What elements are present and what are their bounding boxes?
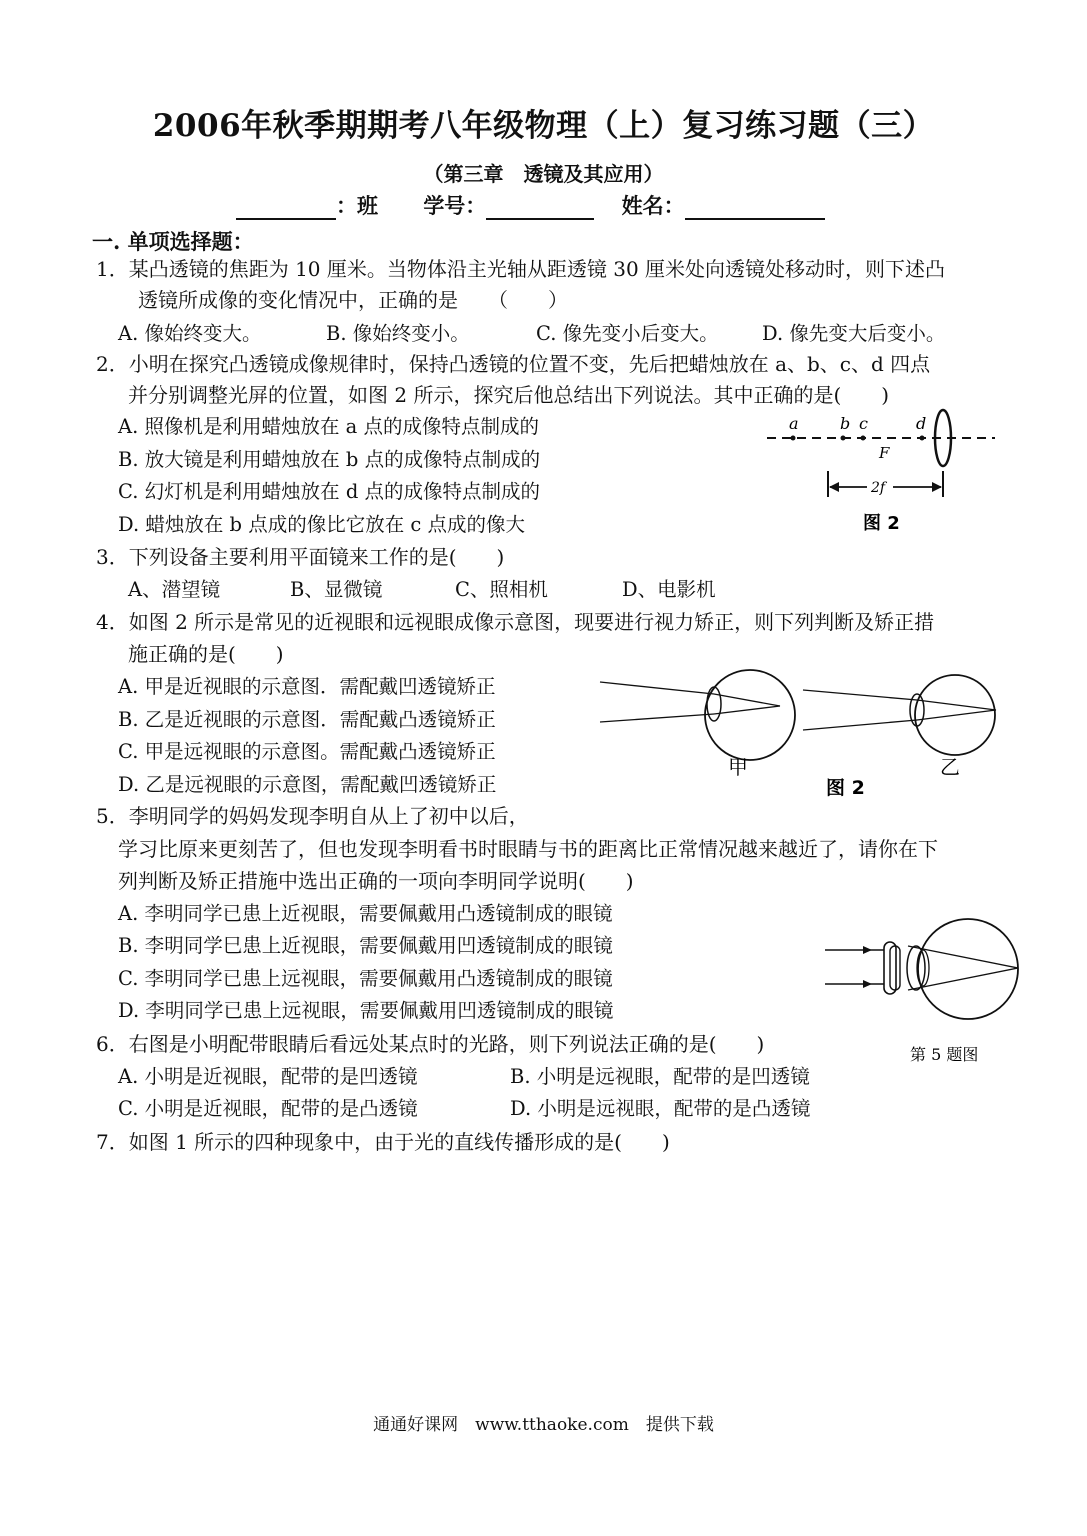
label-a: a xyxy=(789,414,799,433)
name-label: 姓名： xyxy=(621,193,685,218)
q3-option-c[interactable]: C、照相机 xyxy=(455,578,548,601)
label-jia: 甲 xyxy=(728,755,748,779)
eye-jia xyxy=(705,670,795,760)
class-blank[interactable] xyxy=(236,198,336,220)
q2-line1: 2．小明在探究凸透镜成像规律时，保持凸透镜的位置不变，先后把蜡烛放在 a、b、c、d 四点 xyxy=(96,352,931,376)
number-label: 学号： xyxy=(423,193,487,218)
section-title: 一. 单项选择题： xyxy=(92,229,254,254)
q4-option-d[interactable]: D. 乙是远视眼的示意图，需配戴凹透镜矫正 xyxy=(118,773,497,796)
q6-option-a[interactable]: A. 小明是近视眼，配带的是凹透镜 xyxy=(118,1065,418,1088)
q1-option-a[interactable]: A. 像始终变大。 xyxy=(118,322,262,345)
q3-line1: 3．下列设备主要利用平面镜来工作的是( ) xyxy=(96,545,505,569)
focus-label: F xyxy=(879,444,890,462)
q5-option-b[interactable]: B. 李明同学巳患上近视眼，需要佩戴用凹透镜制成的眼镜 xyxy=(118,934,613,957)
distance-label: 2f xyxy=(871,480,886,496)
figure-2b-caption: 图 2 xyxy=(826,777,865,799)
q3-option-b[interactable]: B、显微镜 xyxy=(290,578,383,601)
q1-line2: 透镜所成像的变化情况中，正确的是 （ ） xyxy=(138,288,568,312)
q1-option-c[interactable]: C. 像先变小后变大。 xyxy=(536,322,719,345)
student-info-line xyxy=(236,190,825,220)
q6-option-b[interactable]: B. 小明是远视眼，配带的是凹透镜 xyxy=(510,1065,810,1088)
q2-option-a[interactable]: A. 照像机是利用蜡烛放在 a 点的成像特点制成的 xyxy=(118,415,540,438)
lens-axis-figure xyxy=(765,405,1025,540)
q5-eye-figure xyxy=(820,912,1030,1067)
q4-line1: 4．如图 2 所示是常见的近视眼和远视眼成像示意图，现要进行视力矫正，则下列判断及矫正措 xyxy=(96,610,935,634)
q6-option-d[interactable]: D. 小明是远视眼，配带的是凸透镜 xyxy=(510,1097,811,1120)
label-c: c xyxy=(859,414,868,433)
name-blank[interactable] xyxy=(685,198,825,220)
q6-line1: 6．右图是小明配带眼睛后看远处某点时的光路，则下列说法正确的是( ) xyxy=(96,1032,765,1056)
eye-ball xyxy=(918,919,1018,1019)
q5-line1: 5．李明同学的妈妈发现李明自从上了初中以后， xyxy=(96,804,529,828)
q2-option-b[interactable]: B. 放大镜是利用蜡烛放在 b 点的成像特点制成的 xyxy=(118,448,541,471)
label-d: d xyxy=(916,414,927,433)
q7-line1: 7．如图 1 所示的四种现象中，由于光的直线传播形成的是( ) xyxy=(96,1130,670,1154)
q1-option-d[interactable]: D. 像先变大后变小。 xyxy=(762,322,946,345)
q3-option-d[interactable]: D、电影机 xyxy=(622,578,716,601)
chapter-subtitle: （第三章 透镜及其应用） xyxy=(423,162,664,186)
q4-option-c[interactable]: C. 甲是远视眼的示意图。需配戴凸透镜矫正 xyxy=(118,740,496,763)
q5-option-c[interactable]: C. 李明同学已患上远视眼，需要佩戴用凸透镜制成的眼镜 xyxy=(118,967,613,990)
q2-line2: 并分别调整光屏的位置，如图 2 所示，探究后他总结出下列说法。其中正确的是( ) xyxy=(128,383,890,407)
q1-option-b[interactable]: B. 像始终变小。 xyxy=(326,322,470,345)
class-label: ：班 xyxy=(336,193,378,218)
point-a xyxy=(791,436,796,441)
q3-option-a[interactable]: A、潜望镜 xyxy=(128,578,221,601)
point-c xyxy=(861,436,866,441)
figure-5-caption: 第 5 题图 xyxy=(910,1045,979,1064)
number-blank[interactable] xyxy=(486,198,594,220)
q1-line1: 1．某凸透镜的焦距为 10 厘米。当物体沿主光轴从距透镜 30 厘米处向透镜处移动时，则下述凸 xyxy=(96,257,946,281)
page-footer: 通通好课网 www.tthaoke.com 提供下载 xyxy=(373,1415,714,1435)
q6-option-c[interactable]: C. 小明是近视眼，配带的是凸透镜 xyxy=(118,1097,418,1120)
label-yi: 乙 xyxy=(940,755,960,779)
q4-option-a[interactable]: A. 甲是近视眼的示意图．需配戴凹透镜矫正 xyxy=(118,675,496,698)
point-b xyxy=(841,436,846,441)
q4-line2: 施正确的是( ) xyxy=(128,642,284,666)
q4-option-b[interactable]: B. 乙是近视眼的示意图．需配戴凸透镜矫正 xyxy=(118,708,496,731)
q2-option-c[interactable]: C. 幻灯机是利用蜡烛放在 d 点的成像特点制成的 xyxy=(118,480,541,503)
figure-2-caption: 图 2 xyxy=(863,513,900,534)
q2-option-d[interactable]: D. 蜡烛放在 b 点成的像比它放在 c 点成的像大 xyxy=(118,513,526,536)
point-d xyxy=(920,436,925,441)
q5-line3: 列判断及矫正措施中选出正确的一项向李明同学说明( ) xyxy=(118,869,634,893)
q5-option-d[interactable]: D. 李明同学已患上远视眼，需要佩戴用凹透镜制成的眼镜 xyxy=(118,999,614,1022)
q5-option-a[interactable]: A. 李明同学已患上近视眼，需要佩戴用凸透镜制成的眼镜 xyxy=(118,902,613,925)
label-b: b xyxy=(840,414,851,433)
page-title: 2006年秋季期期考八年级物理（上）复习练习题（三） xyxy=(152,108,935,144)
eye-diagrams-figure xyxy=(598,660,998,800)
q5-line2: 学习比原来更刻苦了，但也发现李明看书时眼睛与书的距离比正常情况越来越近了，请你在下 xyxy=(118,837,938,861)
